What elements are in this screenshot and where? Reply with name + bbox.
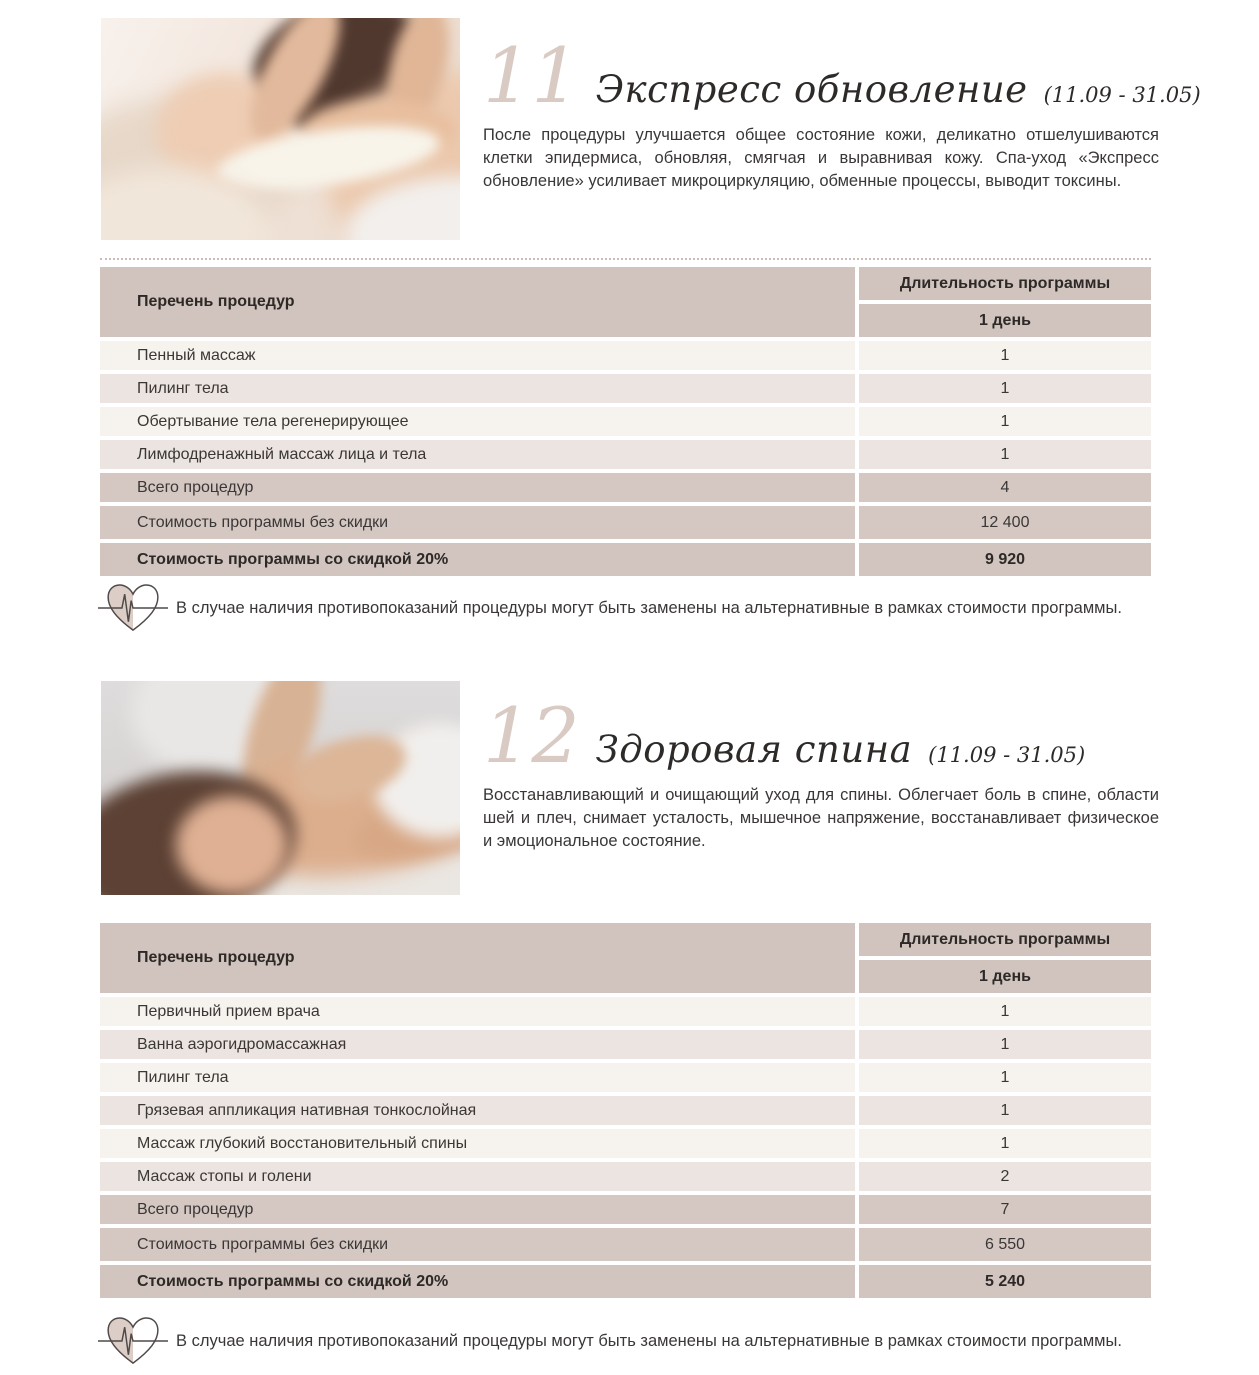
duration-subheader: 1 день — [859, 960, 1151, 993]
table-header — [100, 923, 1151, 993]
table-row — [100, 1030, 1151, 1059]
row-value: 1 — [859, 997, 1151, 1026]
section-description: Восстанавливающий и очищающий уход для спины. Облегчает боль в спине, области шей и плеч, снимает усталость, мышечное напряжение, восстанавливает физическое и эмоциональное состояние. — [483, 786, 1159, 850]
table-row-discount-price — [100, 543, 1151, 576]
heart-ecg-icon — [98, 1313, 168, 1369]
row-value: 9 920 — [859, 543, 1151, 576]
row-label: Пенный массаж — [100, 341, 855, 370]
section-number: 11 — [483, 31, 580, 120]
row-value: 1 — [859, 407, 1151, 436]
table-row-price — [100, 506, 1151, 539]
row-value: 1 — [859, 341, 1151, 370]
section-12-title-row — [483, 691, 1159, 780]
row-label: Стоимость программы со скидкой 20% — [100, 543, 855, 576]
table-row-total — [100, 473, 1151, 502]
duration-header: Длительность программы — [859, 267, 1151, 300]
note-text: В случае наличия противопоказаний процедуры могут быть заменены на альтернативные в рамках стоимости программы. — [176, 1332, 1122, 1350]
procedures-header: Перечень процедур — [100, 267, 855, 337]
heart-ecg-icon — [98, 580, 168, 636]
row-value: 12 400 — [859, 506, 1151, 539]
table-row — [100, 1096, 1151, 1125]
section-description: После процедуры улучшается общее состояние кожи, деликатно отшелушиваются клетки эпидермиса, обновляя, смягчая и выравнивая кожу. Спа-уход «Экспресс обновление» усиливает микроциркуляцию, обменные процессы, выводит токсины. — [483, 126, 1159, 190]
row-label: Лимфодренажный массаж лица и тела — [100, 440, 855, 469]
row-value: 6 550 — [859, 1228, 1151, 1261]
row-value: 5 240 — [859, 1265, 1151, 1298]
section-dates: (11.09 - 31.05) — [1043, 83, 1201, 107]
section-11-title-row — [483, 31, 1201, 120]
row-label: Массаж стопы и голени — [100, 1162, 855, 1191]
row-label: Массаж глубокий восстановительный спины — [100, 1129, 855, 1158]
duration-header: Длительность программы — [859, 923, 1151, 956]
section-number: 12 — [483, 691, 580, 780]
table-row — [100, 1129, 1151, 1158]
note-text: В случае наличия противопоказаний процедуры могут быть заменены на альтернативные в рамках стоимости программы. — [176, 599, 1122, 617]
contraindication-note — [98, 1313, 1160, 1369]
row-label: Пилинг тела — [100, 1063, 855, 1092]
row-value: 1 — [859, 1096, 1151, 1125]
row-label: Всего процедур — [100, 473, 855, 502]
row-label: Ванна аэрогидромассажная — [100, 1030, 855, 1059]
row-label: Стоимость программы без скидки — [100, 1228, 855, 1261]
table-row — [100, 374, 1151, 403]
table-row — [100, 1162, 1151, 1191]
row-value: 2 — [859, 1162, 1151, 1191]
row-value: 1 — [859, 440, 1151, 469]
section-title: Здоровая спина — [595, 728, 913, 771]
row-label: Пилинг тела — [100, 374, 855, 403]
massage-scrub-photo — [101, 18, 460, 240]
row-label: Грязевая аппликация нативная тонкослойная — [100, 1096, 855, 1125]
table-row-price — [100, 1228, 1151, 1261]
row-label: Стоимость программы со скидкой 20% — [100, 1265, 855, 1298]
row-value: 7 — [859, 1195, 1151, 1224]
row-label: Обертывание тела регенерирующее — [100, 407, 855, 436]
table-row — [100, 440, 1151, 469]
table-row-discount-price — [100, 1265, 1151, 1298]
row-value: 1 — [859, 1063, 1151, 1092]
row-label: Всего процедур — [100, 1195, 855, 1224]
row-label: Стоимость программы без скидки — [100, 506, 855, 539]
price-table-11 — [100, 258, 1151, 580]
table-row — [100, 1063, 1151, 1092]
duration-subheader: 1 день — [859, 304, 1151, 337]
table-row — [100, 997, 1151, 1026]
contraindication-note — [98, 580, 1160, 636]
table-top-rule — [100, 258, 1151, 262]
section-12-header — [483, 691, 1159, 853]
row-value: 1 — [859, 374, 1151, 403]
section-dates: (11.09 - 31.05) — [928, 743, 1086, 767]
section-11-header — [483, 31, 1201, 193]
back-massage-photo — [101, 681, 460, 895]
row-value: 1 — [859, 1030, 1151, 1059]
section-title: Экспресс обновление — [595, 68, 1028, 111]
table-header — [100, 267, 1151, 337]
procedures-header: Перечень процедур — [100, 923, 855, 993]
table-row-total — [100, 1195, 1151, 1224]
row-value: 1 — [859, 1129, 1151, 1158]
price-table-12 — [100, 923, 1151, 1302]
row-label: Первичный прием врача — [100, 997, 855, 1026]
table-row — [100, 341, 1151, 370]
table-row — [100, 407, 1151, 436]
row-value: 4 — [859, 473, 1151, 502]
